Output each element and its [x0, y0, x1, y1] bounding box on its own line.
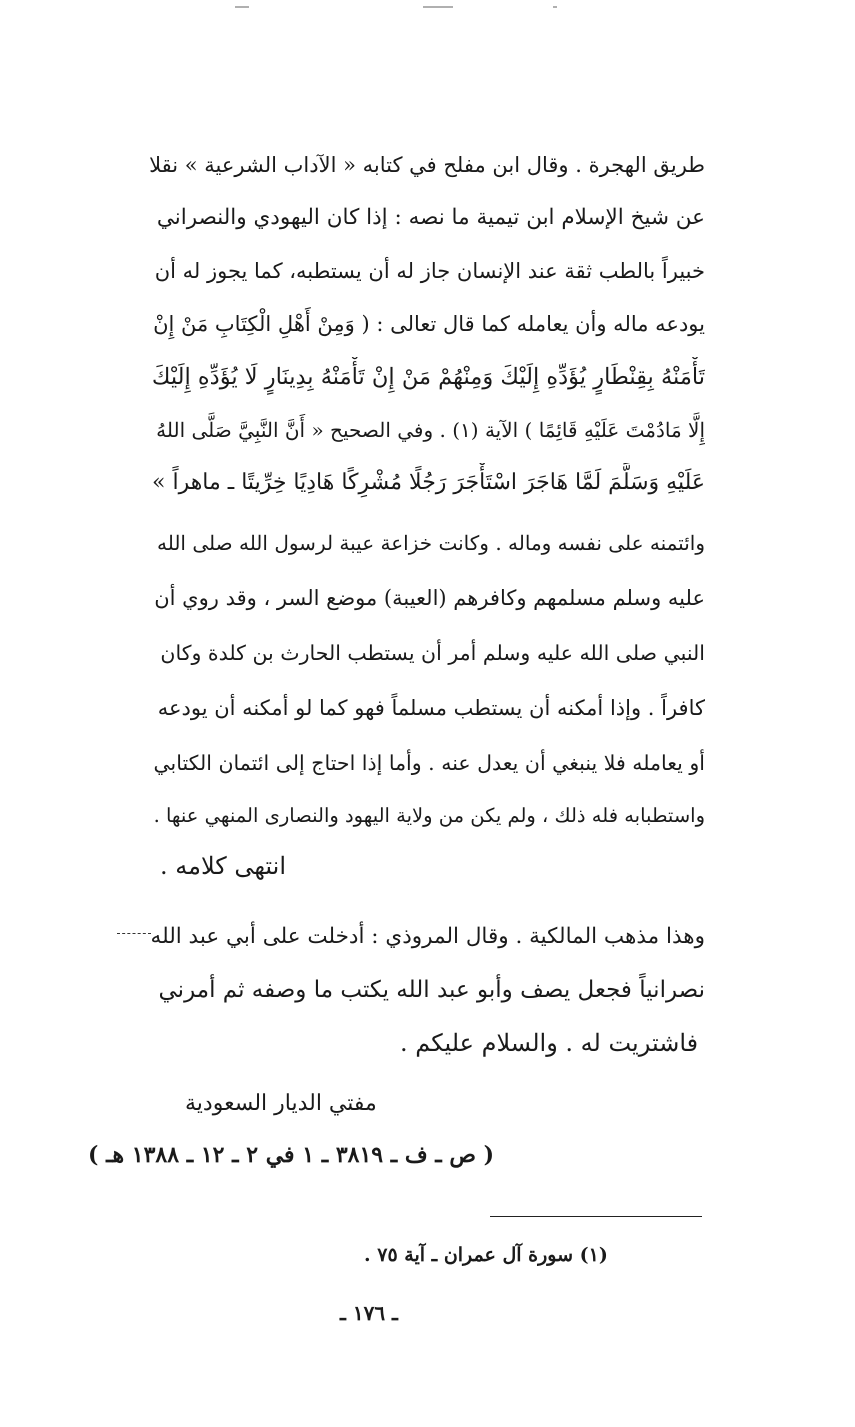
body-line: واستطبابه فله ذلك ، ولم يكن من ولاية اليهود والنصارى المنهي عنها . — [153, 804, 705, 827]
body-line: وهذا مذهب المالكية . وقال المروذي : أدخلت على أبي عبد الله — [150, 924, 705, 949]
body-line: النبي صلى الله عليه وسلم أمر أن يستطب الحارث بن كلدة وكان — [160, 641, 705, 665]
body-line: عَلَيْهِ وَسَلَّمَ لَمَّا هَاجَرَ اسْتَأْجَرَ رَجُلًا مُشْرِكًا هَادِيًا خِرِّيتًا ـ ماهراً » — [152, 470, 705, 495]
body-line: عليه وسلم مسلمهم وكافرهم (العيبة) موضع السر ، وقد روي أن — [154, 586, 705, 610]
scan-artifact — [423, 6, 453, 8]
page-number: ـ ١٧٦ ـ — [340, 1301, 398, 1325]
scan-artifact — [553, 6, 557, 8]
body-line: انتهى كلامه . — [160, 852, 287, 880]
body-line: يودعه ماله وأن يعامله كما قال تعالى : ( وَمِنْ أَهْلِ الْكِتَابِ مَنْ إِنْ — [153, 312, 705, 336]
body-line: تَأْمَنْهُ بِقِنْطَارٍ يُؤَدِّهِ إِلَيْكَ وَمِنْهُمْ مَنْ إِنْ تَأْمَنْهُ بِدِينَارٍ لَا يُؤَدِّهِ إِلَيْكَ — [151, 364, 705, 390]
signature-line: مفتي الديار السعودية — [185, 1091, 377, 1116]
footnote-divider — [490, 1216, 702, 1217]
body-line: نصرانياً فجعل يصف وأبو عبد الله يكتب ما وصفه ثم أمرني — [158, 977, 705, 1003]
body-line: فاشتريت له . والسلام عليكم . — [400, 1029, 699, 1057]
body-line: عن شيخ الإسلام ابن تيمية ما نصه : إذا كان اليهودي والنصراني — [156, 205, 705, 230]
reference-number: ( ص ـ ف ـ ٣٨١٩ ـ ١ في ٢ ـ ١٢ ـ ١٣٨٨ هـ ) — [88, 1142, 495, 1168]
scan-artifact — [235, 6, 249, 8]
body-line: خبيراً بالطب ثقة عند الإنسان جاز له أن يستطبه، كما يجوز له أن — [154, 259, 705, 283]
paragraph-dash — [117, 933, 151, 935]
body-line: كافراً . وإذا أمكنه أن يستطب مسلماً فهو كما لو أمكنه أن يودعه — [157, 696, 705, 720]
body-line: وائتمنه على نفسه وماله . وكانت خزاعة عيبة لرسول الله صلى الله — [156, 531, 705, 555]
body-line: أو يعامله فلا ينبغي أن يعدل عنه . وأما إذا احتاج إلى ائتمان الكتابي — [153, 751, 705, 775]
footnote: (١) سورة آل عمران ـ آية ٧٥ . — [364, 1244, 608, 1266]
body-line: إِلَّا مَادُمْتَ عَلَيْهِ قَائِمًا ) الآية (١) . وفي الصحيح « أَنَّ النَّبِيَّ صَلَّى اللهُ — [156, 418, 705, 442]
body-line: طريق الهجرة . وقال ابن مفلح في كتابه « الآداب الشرعية » نقلا — [149, 153, 705, 177]
